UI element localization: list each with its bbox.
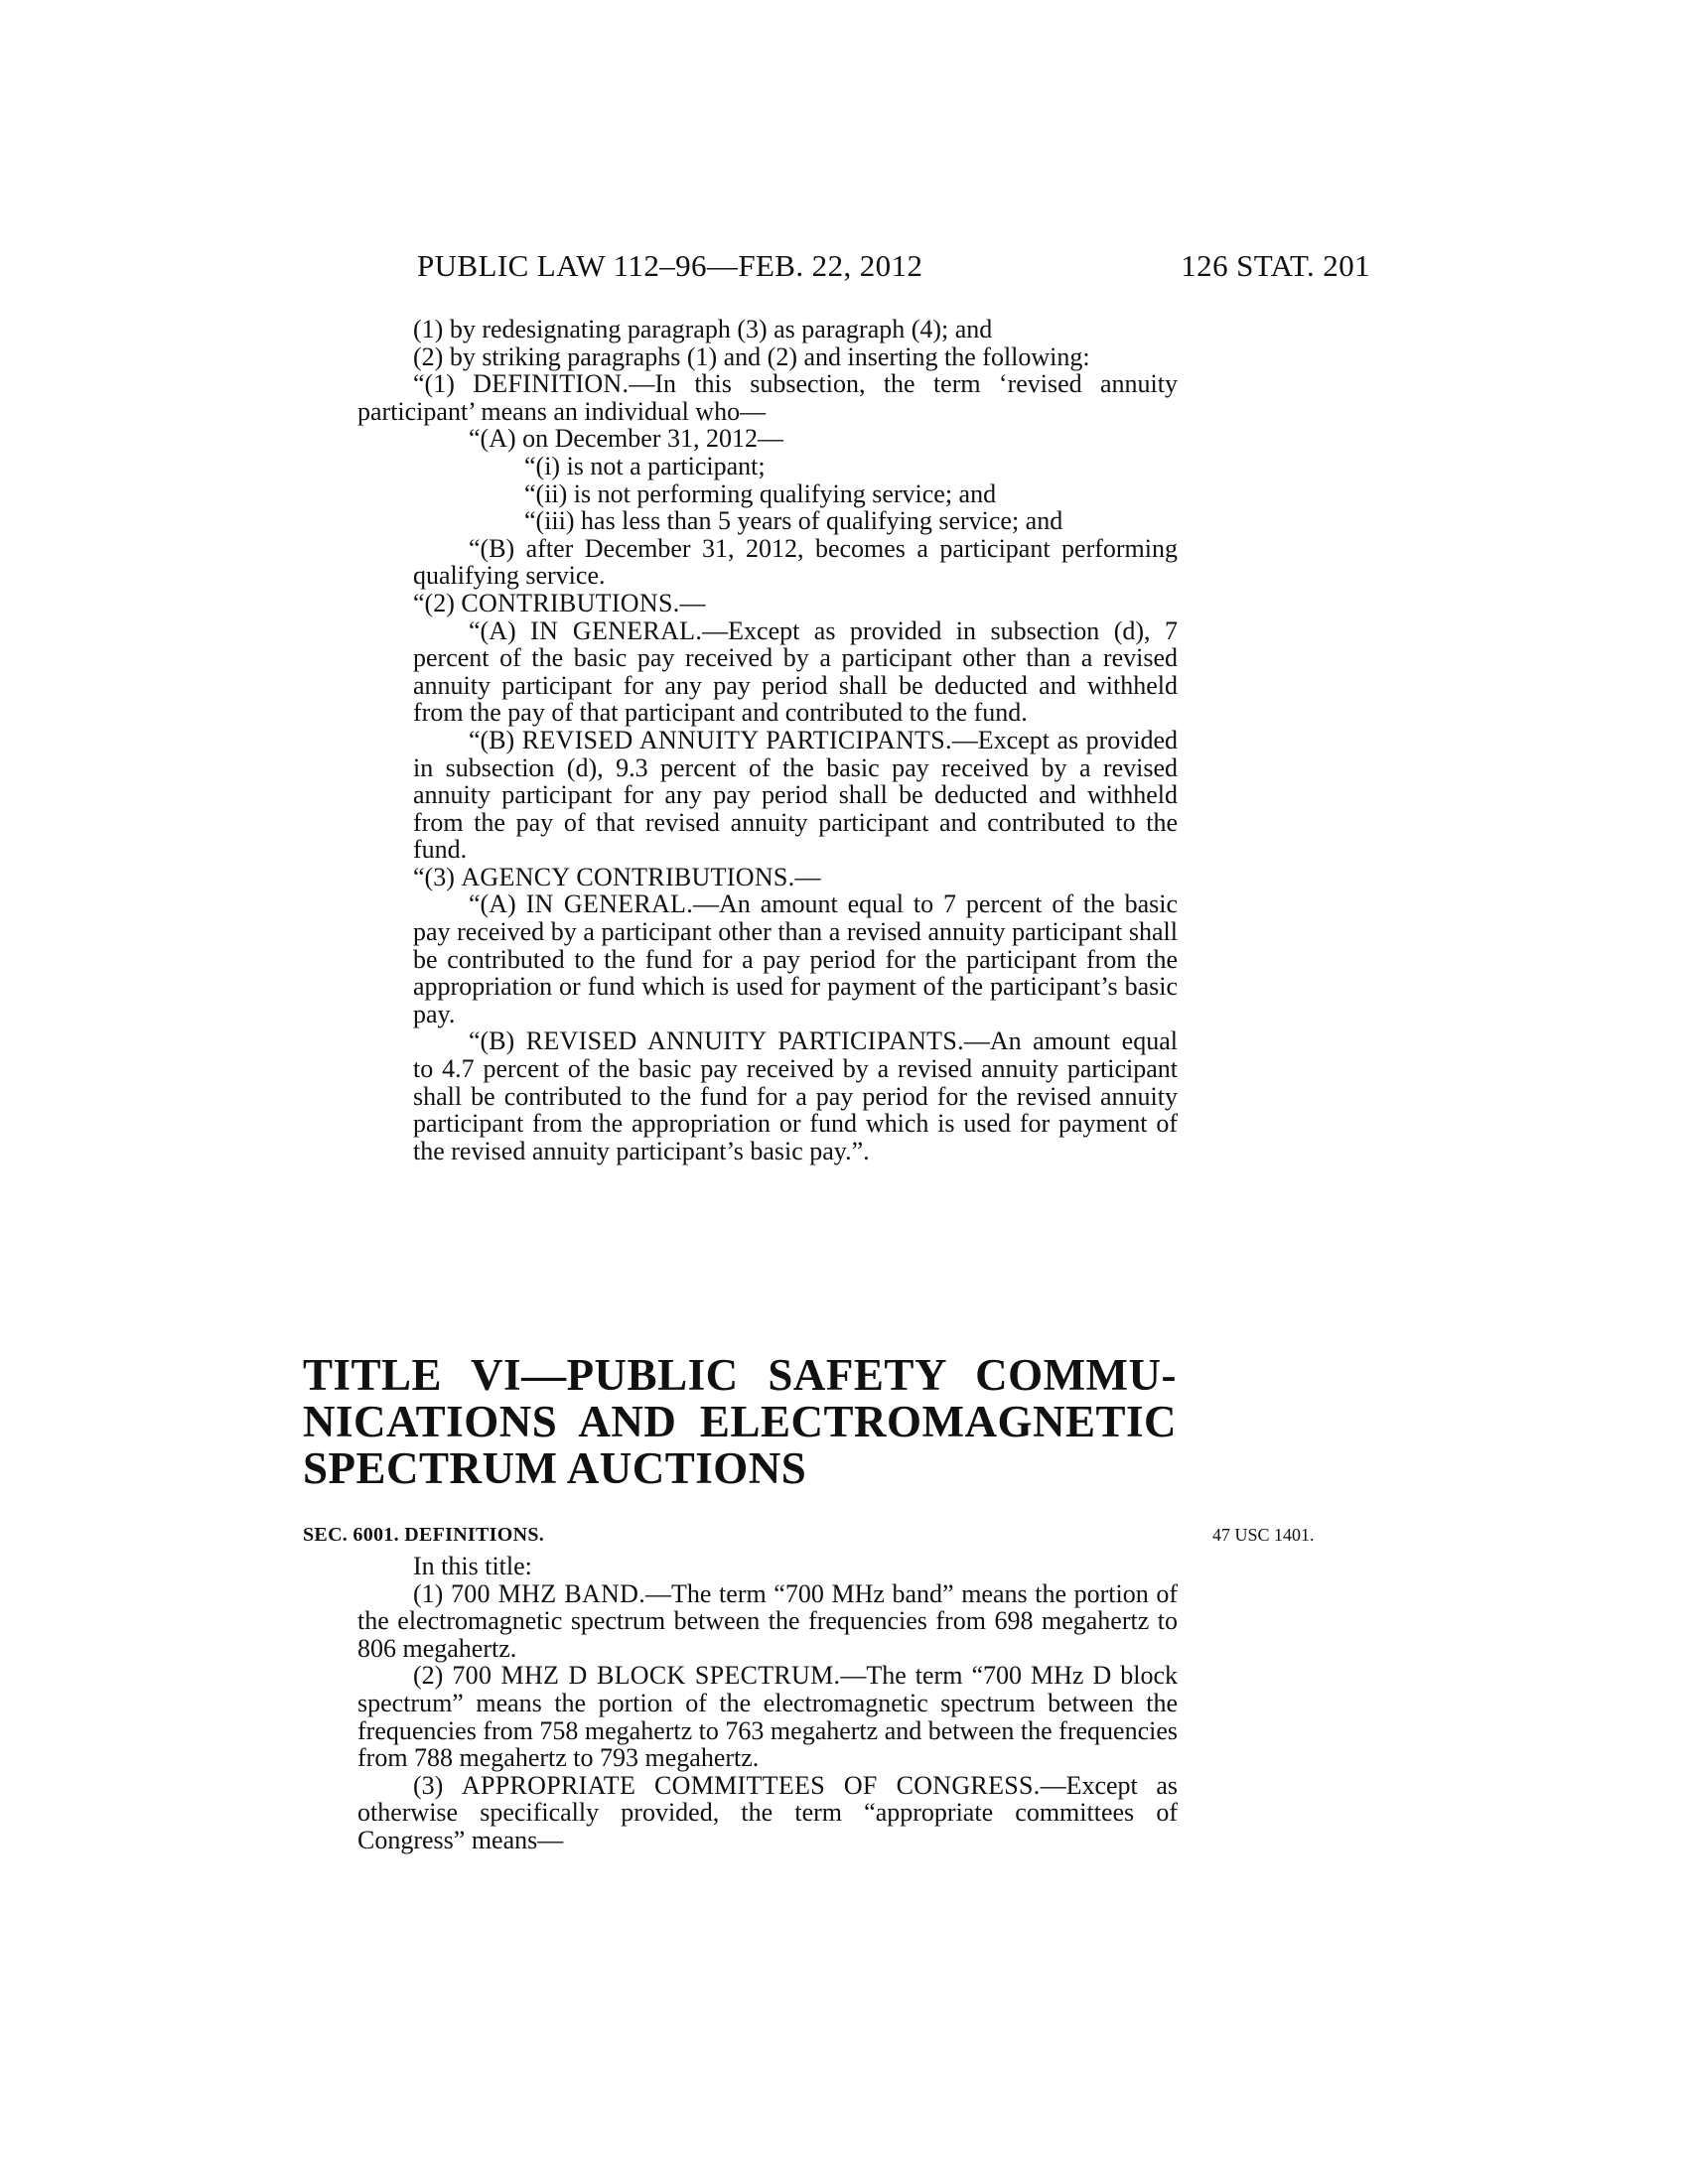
paragraph-text: —Except as provided in subsection (d), 7 percent of the basic pay received by a participant other than a revised annuity participant for any pay period shall be deducted and withheld from the pay of that participant and contributed to the fund. <box>413 615 1178 728</box>
paragraph-caption: IN GENERAL. <box>530 615 703 645</box>
paragraph-text: — <box>794 862 821 891</box>
paragraph-caption: 700 MHZ D BLOCK SPECTRUM. <box>452 1661 841 1691</box>
paragraph: (1) by redesignating paragraph (3) as paragraph (4); and <box>413 315 993 343</box>
paragraph-agency-contributions <box>357 864 1178 891</box>
subparagraph: “(B) after December 31, 2012, becomes a participant performing qualifying service. <box>413 533 1178 591</box>
paragraph-text: —The term “700 MHz D block spectrum” means the portion of the electromagnetic spectrum between the frequencies from 758 megahertz to 763 megahertz and between the frequencies from 788 megahertz to 793 megahertz. <box>357 1661 1178 1773</box>
running-head: PUBLIC LAW 112–96—FEB. 22, 2012 <box>417 248 923 283</box>
paragraph-caption: IN GENERAL. <box>525 889 694 919</box>
section-intro: In this title: <box>413 1552 532 1580</box>
paragraph-prefix: “(1) <box>413 369 474 399</box>
subparagraph <box>357 890 1178 1027</box>
subparagraph <box>357 727 1178 864</box>
paragraph-caption: REVISED ANNUITY PARTICIPANTS. <box>525 1026 964 1056</box>
definition-item <box>357 1772 1178 1854</box>
title-heading <box>303 1352 1177 1492</box>
page-number: 126 STAT. 201 <box>1181 248 1370 283</box>
paragraph-caption: DEFINITION. <box>473 369 630 399</box>
paragraph-caption: REVISED ANNUITY PARTICIPANTS. <box>521 725 952 754</box>
paragraph: (2) by striking paragraphs (1) and (2) and inserting the following: <box>413 341 1090 371</box>
paragraph-prefix: (2) <box>413 1661 453 1691</box>
paragraph-prefix: (3) <box>413 1770 462 1800</box>
paragraph-caption: CONTRIBUTIONS. <box>461 588 680 617</box>
clause: “(i) is not a participant; <box>524 451 766 480</box>
page-header <box>417 248 1370 292</box>
definition-item <box>357 1580 1178 1663</box>
subparagraph <box>357 617 1178 727</box>
paragraph-prefix: “(B) <box>469 1026 526 1056</box>
clause: “(ii) is not performing qualifying service; and <box>524 478 997 508</box>
clause: “(iii) has less than 5 years of qualifying service; and <box>524 506 1063 536</box>
paragraph-text: —An amount equal to 4.7 percent of the basic pay received by a revised annuity participant shall be contributed to the fund for a pay period for the revised annuity participant from the appropriation or fund which is used for payment of the revised annuity participant’s basic pay.”. <box>413 1026 1178 1165</box>
paragraph-text: — <box>679 588 706 617</box>
paragraph-caption: APPROPRIATE COMMITTEES OF CONGRESS. <box>461 1770 1041 1800</box>
title-line: NICATIONS AND ELECTROMAGNETIC <box>303 1397 1177 1446</box>
paragraph-text: —The term “700 MHz band” means the portion of the electromagnetic spectrum between the frequencies from 698 megahertz to 806 megahertz. <box>357 1578 1178 1663</box>
paragraph-prefix: “(B) <box>469 725 522 754</box>
paragraph-prefix: “(A) <box>469 889 526 919</box>
definitions-text <box>357 1553 1178 1854</box>
margin-citation: 47 USC 1401. <box>1212 1525 1315 1545</box>
paragraph-text: —An amount equal to 7 percent of the basic pay received by a participant other than a revised annuity participant shall be contributed to the fund for a pay period for the participant from the appropriation or fund which is used for payment of the participant’s basic pay. <box>413 889 1178 1028</box>
definition-item <box>357 1662 1178 1771</box>
subparagraph <box>357 1027 1178 1164</box>
paragraph-contributions <box>357 590 1178 617</box>
amendment-text <box>357 316 1178 1164</box>
paragraph-text: —Except as otherwise specifically provided, the term “appropriate committees of Congress” means— <box>357 1770 1179 1854</box>
paragraph-definition <box>357 370 1178 425</box>
paragraph-text: —Except as provided in subsection (d), 9.3 percent of the basic pay received by a revised annuity participant for any pay period shall be deducted and withheld from the pay of that revised annuity participant and contributed to the fund. <box>413 725 1179 865</box>
paragraph-caption: AGENCY CONTRIBUTIONS. <box>461 862 795 891</box>
title-line: TITLE VI—PUBLIC SAFETY COMMU- <box>303 1350 1177 1400</box>
paragraph-prefix: “(2) <box>413 588 462 617</box>
paragraph-prefix: “(A) <box>469 615 531 645</box>
paragraph-prefix: “(3) <box>413 862 462 891</box>
subparagraph: “(A) on December 31, 2012— <box>469 424 783 454</box>
paragraph-text: —In this subsection, the term ‘revised annuity participant’ means an individual who— <box>357 369 1178 426</box>
paragraph-prefix: (1) <box>413 1578 451 1608</box>
section-heading: SEC. 6001. DEFINITIONS. <box>303 1524 545 1546</box>
title-line: SPECTRUM AUCTIONS <box>303 1443 807 1493</box>
paragraph-caption: 700 MHZ BAND. <box>450 1578 646 1608</box>
